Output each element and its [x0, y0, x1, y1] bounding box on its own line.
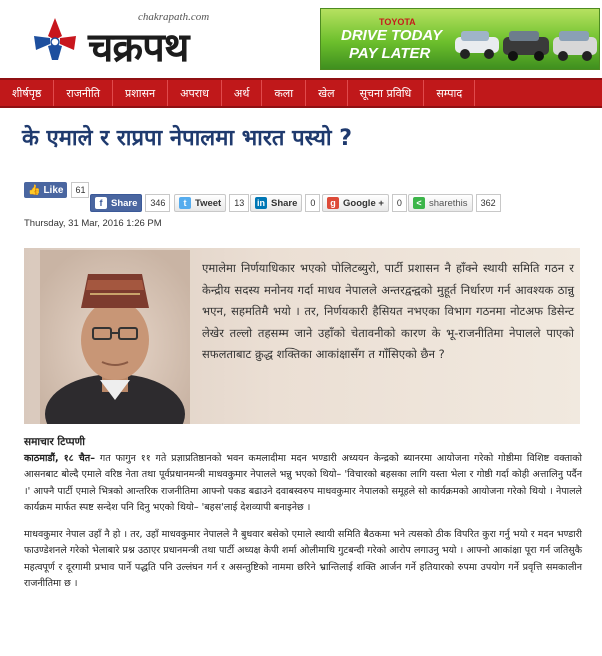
nav-item-administration[interactable]: प्रशासन	[113, 80, 168, 106]
linkedin-icon: in	[257, 198, 265, 208]
linkedin-share-button[interactable]	[250, 194, 302, 212]
nav-item-politics[interactable]: राजनीति	[54, 80, 113, 106]
google-plus-share	[322, 194, 407, 212]
nav-item-sports[interactable]: खेल	[306, 80, 347, 106]
main-nav	[0, 78, 602, 108]
tweet-button[interactable]	[174, 194, 226, 212]
dateline: काठमाडौं, १८ चैत–	[24, 452, 95, 464]
nav-item-art[interactable]: कला	[262, 80, 306, 106]
feature-quote: एमालेमा निर्णयाधिकार भएको पोलिटब्युरो, पार्टी प्रशासन नै हाँक्ने स्थायी समिति गठन र केन्द्रीय सदस्य मनोनय गर्दा माधव नेपालले अन्तरद्वन्द्वको मुहूर्त निर्धारण गर्न आवश्यक ठान्नु भएन, सहमतिमै भयो । तर, निर्णयकारी हैसियत नभएका विभाग गठनमा नोटअफ डिसेन्ट लेखेर तल्लो तहसम्म जाने उहाँको चेतावनीको कारण के भू-राजनीतिमा नेपालले पाएको सफलताबाट क्रुद्ध शक्तिका आकांक्षासँग त गाँसिएको छैन ?	[202, 261, 574, 361]
sharethis-count: 362	[476, 194, 501, 212]
google-plus-label: Google +	[343, 197, 384, 209]
linkedin-share	[250, 194, 320, 212]
chakra-logo-icon	[30, 16, 80, 62]
article-title: के एमाले र राप्रपा नेपालमा भारत पस्यो ?	[22, 126, 353, 151]
paragraph-1	[24, 451, 582, 517]
twitter-share	[174, 194, 249, 212]
twitter-icon: t	[179, 197, 191, 209]
nav-item-crime[interactable]: अपराध	[168, 80, 222, 106]
article-body	[24, 434, 582, 603]
paragraph-1-text: गत फागुन ११ गते प्रज्ञाप्रतिष्ठानको भवन कमलादीमा मदन भण्डारी अध्ययन केन्द्रको ब्यानरमा आयोजना गरेको गोष्ठीमा विशिष्ट वक्ताको आसनबाट बोल्दै एमाले वरिष्ठ नेता तथा पूर्वप्रधानमन्त्री माधवकुमार नेपालले भन्नु भएको थियो– 'विचारको बहसका लागि यस्ता भेला र गोष्ठी गर्दा कोही अत्तालिनु पर्दैन ।' आफ्नै पार्टी एमाले भित्रको आन्तरिक राजनीतिमा आफ्नो पकड बढाउने दवाबस्वरुप माधवकुमार नेपालको समूहले सो कार्यक्रमको आयोजना गरेको थियो । नेपालले कार्यक्रम मार्फत स्पष्ट सन्देश पनि दिनु भएको थियो– 'बहस'लाई देशव्यापी बनाइनेछ ।	[24, 452, 582, 513]
site-logo[interactable]	[30, 8, 280, 71]
sharethis-label: sharethis	[429, 197, 468, 209]
facebook-icon: f	[95, 197, 107, 209]
section-label: समाचार टिप्पणी	[24, 436, 85, 448]
logo-text: चक्रपथ	[88, 24, 189, 71]
facebook-share	[90, 194, 170, 212]
portrait-photo	[40, 250, 190, 424]
sharethis-icon: <	[413, 197, 425, 209]
linkedin-share-count: 0	[305, 194, 320, 212]
facebook-like-label: Like	[43, 184, 64, 196]
cars-image	[451, 23, 600, 69]
nav-item-home[interactable]: शीर्षपृष्ठ	[0, 80, 54, 106]
linkedin-share-label: Share	[271, 197, 298, 209]
ad-brand: TOYOTA	[379, 17, 416, 27]
article-date: Thursday, 31 Mar, 2016 1:26 PM	[24, 218, 162, 229]
nav-item-it[interactable]: सूचना प्रविधि	[348, 80, 425, 106]
sharethis-share	[408, 194, 501, 212]
nav-item-economy[interactable]: अर्थ	[222, 80, 262, 106]
ad-subheadline: PAY LATER	[349, 45, 431, 62]
facebook-like-count: 61	[71, 182, 89, 198]
toyota-ad-banner[interactable]	[320, 8, 600, 70]
nav-item-editorial[interactable]: सम्पाद	[424, 80, 475, 106]
google-plus-icon: g	[327, 197, 339, 209]
google-plus-count: 0	[392, 194, 407, 212]
share-bar	[22, 194, 602, 214]
facebook-share-button[interactable]	[90, 194, 142, 212]
google-plus-button[interactable]	[322, 194, 389, 212]
facebook-share-label: Share	[111, 197, 138, 209]
site-header	[0, 0, 602, 78]
tweet-label: Tweet	[195, 197, 222, 209]
paragraph-2: माधवकुमार नेपाल उहाँ नै हो । तर, उहाँ माधवकुमार नेपालले नै बुधवार बसेको एमाले स्थायी समिति बैठकमा भने त्यसको ठीक विपरित कुरा गर्नु भयो र मदन भण्डारी फाउण्डेशनले गरेको भेलाबारे प्रश्न उठाएर प्रधानमन्त्री तथा पार्टी अध्यक्ष केपी शर्मा ओलीमाथि गुटबन्दी गरेको आरोप लगाउनु भयो । आफ्नो आकांक्षा पूरा गर्न जतिसुकै महत्वपूर्ण र दूरगामी प्रभाव पार्ने पद्धति पनि उल्लंघन गर्न र असन्तुष्टिको नाममा छरिने भ्रान्तिलाई शक्ति आर्जन गर्ने हतियारको रुपमा उपयोग गर्ने प्रवृत्ति समकालीन राजनीतिमा छ ।	[24, 528, 582, 589]
feature-image	[24, 248, 580, 424]
ad-headline: DRIVE TODAY	[341, 27, 443, 44]
tweet-count: 13	[229, 194, 249, 212]
logo-url: chakrapath.com	[138, 11, 210, 23]
sharethis-button[interactable]	[408, 194, 473, 212]
facebook-share-count: 346	[145, 194, 170, 212]
thumbs-up-icon: 👍	[28, 184, 41, 196]
